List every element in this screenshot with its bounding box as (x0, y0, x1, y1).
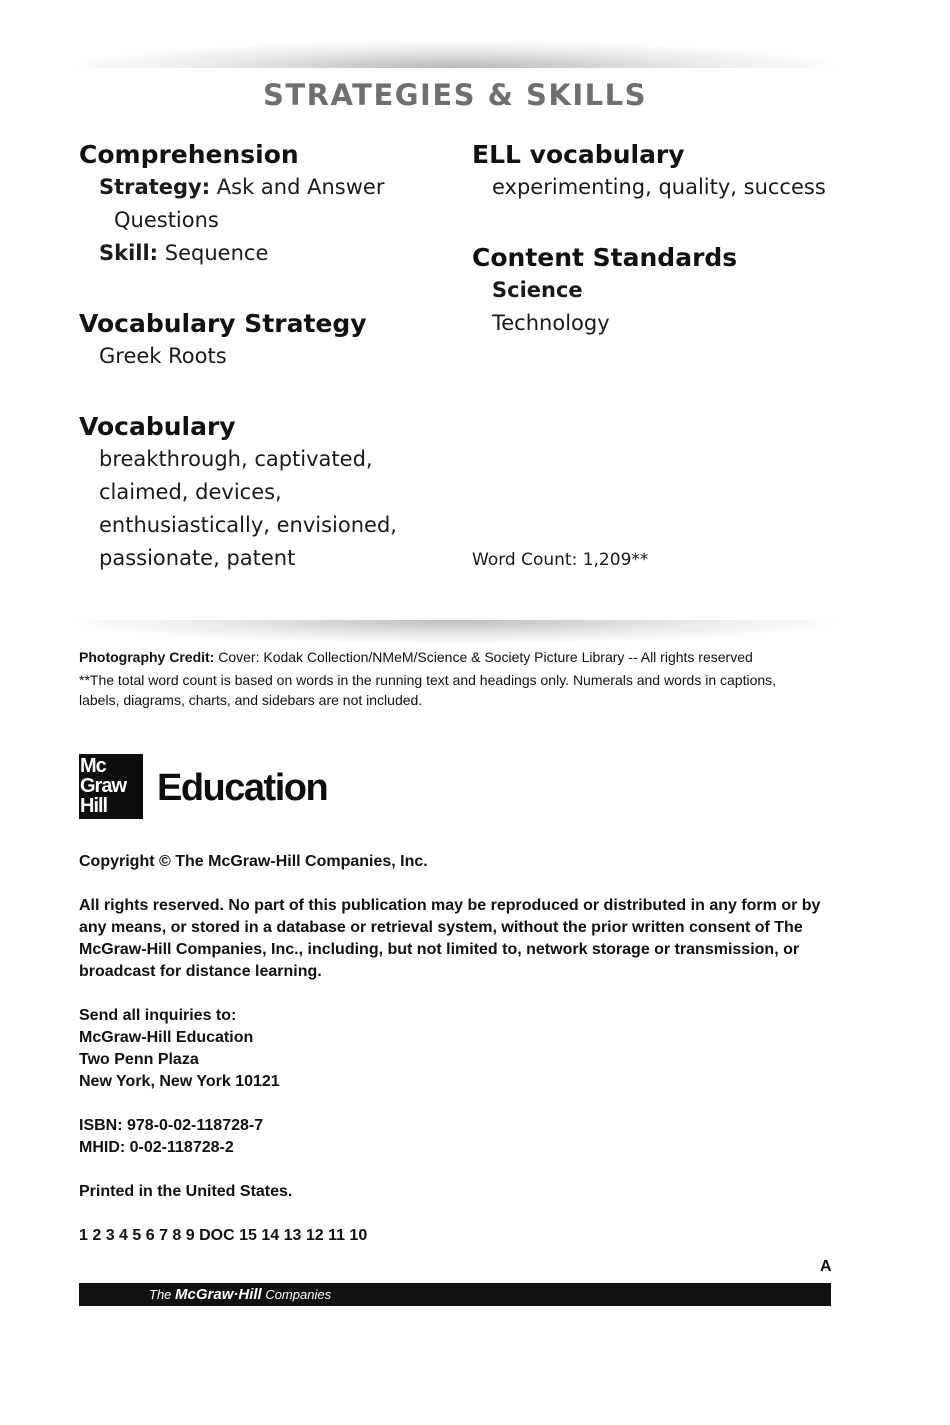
photo-credit-text: Cover: Kodak Collection/NMeM/Science & Society Picture Library -- All rights reserved (218, 649, 753, 665)
footer-brand: McGraw·Hill (175, 1286, 262, 1303)
strategy-continuation: Questions (114, 208, 219, 232)
vocabulary-line: claimed, devices, (99, 480, 282, 504)
vocabulary-line: breakthrough, captivated, (99, 447, 373, 471)
word-count: Word Count: 1,209** (472, 550, 649, 570)
word-count-note: **The total word count is based on words in the running text and headings only. Numerals and words in captions, labels, diagrams, charts, and sidebars are not included. (79, 672, 777, 708)
print-number-line: 1 2 3 4 5 6 7 8 9 DOC 15 14 13 12 11 10 (79, 1227, 368, 1244)
panel-title: STRATEGIES & SKILLS (262, 78, 648, 112)
isbn-line: ISBN: 978-0-02-118728-7 (79, 1117, 264, 1134)
panel-bottom-shadow (60, 620, 850, 644)
footer-text (149, 1285, 331, 1305)
footer-bar (79, 1283, 831, 1306)
content-standards-heading: Content Standards (472, 243, 738, 272)
address-line: Send all inquiries to: (79, 1007, 237, 1024)
vocabulary-heading: Vocabulary (79, 412, 236, 441)
mcgraw-hill-logo (79, 754, 143, 819)
comprehension-heading: Comprehension (79, 140, 299, 169)
skill-value: Sequence (164, 241, 269, 265)
photo-credit (79, 647, 819, 667)
mhid-line: MHID: 0-02-118728-2 (79, 1139, 234, 1156)
footer-prefix: The (149, 1287, 176, 1302)
printed-line: Printed in the United States. (79, 1183, 293, 1200)
address-line: McGraw-Hill Education (79, 1029, 254, 1046)
skill-label: Skill: (99, 241, 159, 265)
strategy-line (79, 171, 449, 204)
address-line: New York, New York 10121 (79, 1073, 280, 1090)
strategy-value: Ask and Answer (216, 175, 385, 199)
strategy-label: Strategy: (99, 175, 211, 199)
content-topic: Technology (492, 311, 610, 335)
footer-suffix: Companies (261, 1287, 332, 1302)
logo-wordmark: Education (157, 767, 328, 809)
subject-label: Science (492, 278, 583, 302)
rights-paragraph: All rights reserved. No part of this publication may be reproduced or distributed in any form or by any means, or stored in a database or retrieval system, without the prior written consent of The McGraw-Hill Companies, Inc., including, but not limited to, network storage or transmission, or broadcast for distance learning. (79, 897, 821, 980)
logo-line: Graw (80, 775, 127, 797)
panel-top-shadow (60, 40, 850, 68)
vocab-strategy-heading: Vocabulary Strategy (79, 309, 367, 338)
vocab-strategy-value: Greek Roots (99, 344, 227, 368)
left-column (79, 138, 449, 575)
copyright-line: Copyright © The McGraw-Hill Companies, Inc. (79, 853, 428, 870)
logo-line: Mc (80, 755, 106, 777)
vocabulary-line: enthusiastically, envisioned, (99, 513, 397, 537)
address-line: Two Penn Plaza (79, 1051, 199, 1068)
ell-heading: ELL vocabulary (472, 140, 685, 169)
logo-line: Hill (80, 795, 108, 817)
ell-value: experimenting, quality, success (492, 175, 826, 199)
right-column (472, 138, 872, 340)
content-subject (472, 274, 872, 307)
vocabulary-line: passionate, patent (99, 546, 296, 570)
photo-credit-label: Photography Credit: (79, 649, 215, 665)
skill-line (79, 237, 449, 270)
corner-letter: A (820, 1258, 832, 1275)
